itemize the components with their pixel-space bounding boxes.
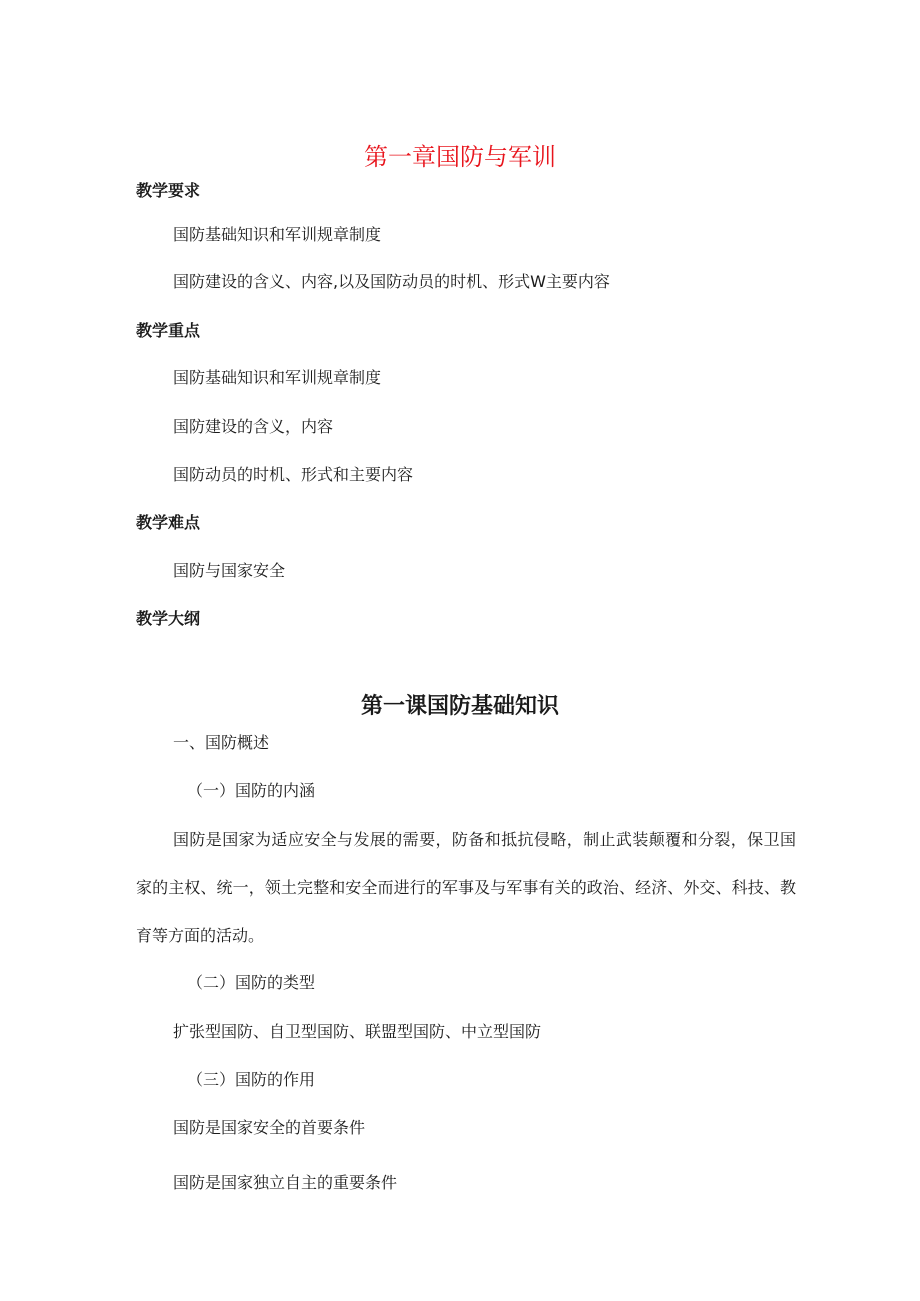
key-points-item-3: 国防动员的时机、形式和主要内容 bbox=[173, 465, 414, 484]
section-overview-heading: 一、国防概述 bbox=[173, 733, 270, 752]
difficulties-item-1: 国防与国家安全 bbox=[173, 561, 286, 580]
subsection-connotation-heading: （一）国防的内涵 bbox=[187, 781, 316, 800]
requirements-heading: 教学要求 bbox=[136, 181, 201, 200]
subsection-types-heading: （二）国防的类型 bbox=[187, 973, 316, 992]
definition-paragraph: 国防是国家为适应安全与发展的需要，防备和抵抗侵略，制止武装颠覆和分裂，保卫国家的主权、统一，领土完整和安全而进行的军事及与军事有关的政治、经济、外交、科技、教育等方面的活动。 bbox=[136, 830, 796, 945]
key-points-heading: 教学重点 bbox=[136, 321, 201, 340]
role-item-2: 国防是国家独立自主的重要条件 bbox=[173, 1173, 398, 1192]
chapter-title: 第一章国防与军训 bbox=[364, 143, 556, 172]
subsection-roles-heading: （三）国防的作用 bbox=[187, 1070, 316, 1089]
key-points-item-1: 国防基础知识和军训规章制度 bbox=[173, 368, 382, 387]
key-points-item-2: 国防建设的含义，内容 bbox=[173, 417, 334, 436]
lesson-title: 第一课国防基础知识 bbox=[360, 693, 559, 720]
difficulties-heading: 教学难点 bbox=[136, 513, 201, 532]
types-list: 扩张型国防、自卫型国防、联盟型国防、中立型国防 bbox=[173, 1022, 542, 1041]
requirements-item-2: 国防建设的含义、内容,以及国防动员的时机、形式W主要内容 bbox=[173, 272, 610, 291]
outline-heading: 教学大纲 bbox=[136, 609, 201, 628]
role-item-1: 国防是国家安全的首要条件 bbox=[173, 1118, 366, 1137]
requirements-item-1: 国防基础知识和军训规章制度 bbox=[173, 225, 382, 244]
